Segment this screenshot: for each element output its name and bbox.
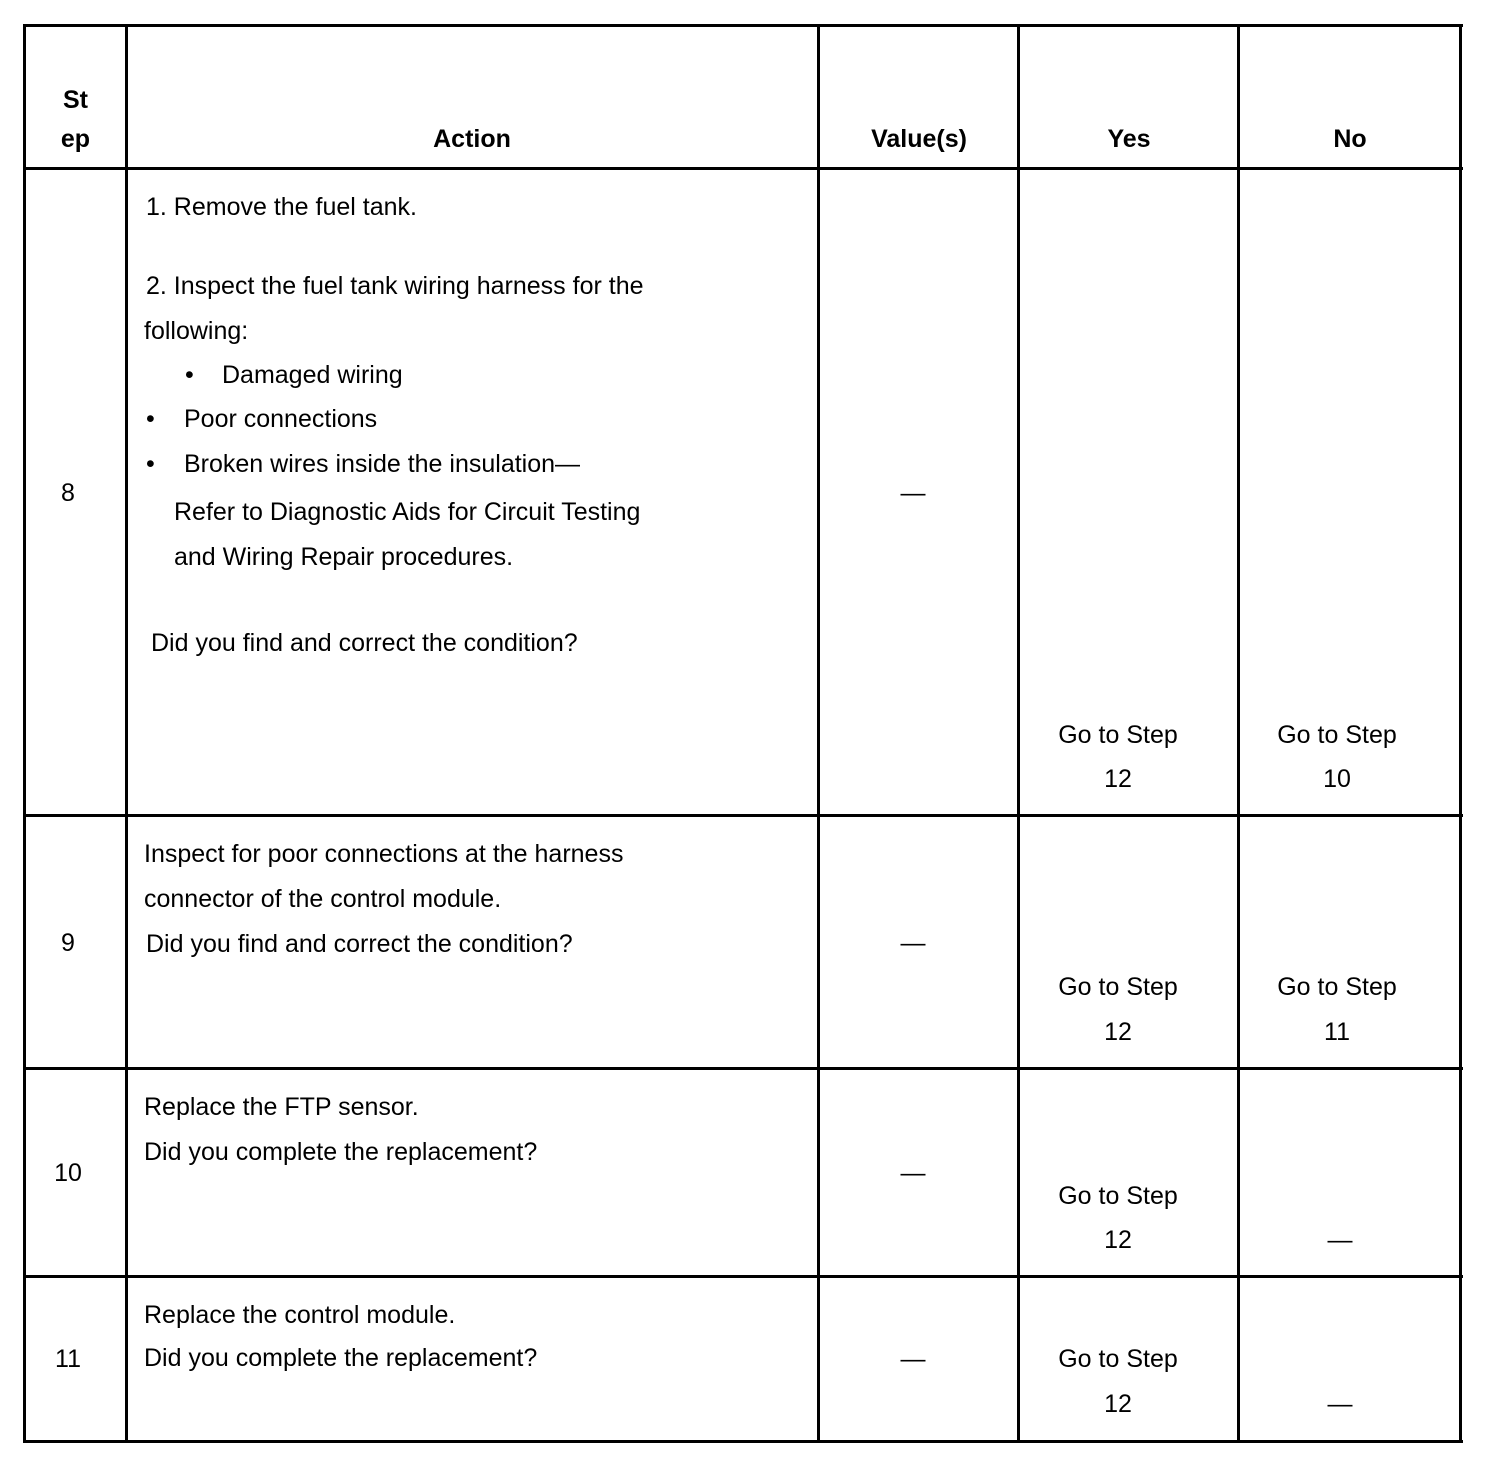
value-cell: —	[900, 479, 926, 507]
yes-goto-step: 12	[1104, 1390, 1132, 1418]
no-cell: —	[1327, 1226, 1353, 1254]
action-question: Did you complete the replacement?	[144, 1138, 538, 1166]
table-border-left	[23, 26, 26, 1443]
no-goto-step: 10	[1323, 765, 1351, 793]
bullet-icon: •	[146, 405, 155, 433]
reference-note-cont: and Wiring Repair procedures.	[174, 543, 514, 571]
column-divider	[125, 26, 128, 1443]
action-question: Did you find and correct the condition?	[151, 629, 578, 657]
yes-goto-step: 12	[1104, 1226, 1132, 1254]
step-number: 8	[61, 479, 75, 507]
value-cell: —	[900, 929, 926, 957]
no-goto: Go to Step	[1277, 973, 1397, 1001]
no-goto: Go to Step	[1277, 721, 1397, 749]
bullet-icon: •	[185, 361, 194, 389]
row-divider	[23, 1067, 1463, 1070]
no-cell: —	[1327, 1390, 1353, 1418]
row-divider	[23, 814, 1463, 817]
column-divider	[817, 26, 820, 1443]
header-step-line1: St	[63, 86, 88, 114]
value-cell: —	[900, 1345, 926, 1373]
yes-goto-step: 12	[1104, 1018, 1132, 1046]
value-cell: —	[900, 1159, 926, 1187]
table-border-right	[1459, 26, 1462, 1443]
yes-goto: Go to Step	[1058, 721, 1178, 749]
row-divider	[23, 167, 1463, 170]
bullet-item: Broken wires inside the insulation—	[184, 450, 581, 478]
action-line: Inspect for poor connections at the harness	[144, 840, 624, 868]
action-question: Did you find and correct the condition?	[146, 930, 573, 958]
table-border-top	[23, 24, 1463, 27]
column-divider	[1237, 26, 1240, 1443]
column-divider	[1017, 26, 1020, 1443]
step-number: 11	[55, 1345, 81, 1373]
action-item-2-cont: following:	[144, 317, 249, 345]
action-line: Replace the FTP sensor.	[144, 1093, 419, 1121]
header-no: No	[1333, 125, 1367, 153]
action-item-1: 1. Remove the fuel tank.	[146, 193, 417, 221]
yes-goto: Go to Step	[1058, 1345, 1178, 1373]
yes-goto-step: 12	[1104, 765, 1132, 793]
yes-goto: Go to Step	[1058, 1182, 1178, 1210]
row-divider	[23, 1275, 1463, 1278]
action-question: Did you complete the replacement?	[144, 1344, 538, 1372]
yes-goto: Go to Step	[1058, 973, 1178, 1001]
bullet-icon: •	[146, 450, 155, 478]
action-item-2: 2. Inspect the fuel tank wiring harness for the	[146, 272, 644, 300]
header-values: Value(s)	[871, 125, 967, 153]
action-line: connector of the control module.	[144, 885, 502, 913]
step-number: 10	[54, 1159, 82, 1187]
table-border-bottom	[23, 1440, 1463, 1443]
bullet-item: Poor connections	[184, 405, 378, 433]
no-goto-step: 11	[1324, 1018, 1350, 1046]
header-step-line2: ep	[60, 125, 91, 153]
bullet-item: Damaged wiring	[222, 361, 403, 389]
header-action: Action	[433, 125, 511, 153]
action-line: Replace the control module.	[144, 1301, 456, 1329]
step-number: 9	[61, 929, 75, 957]
reference-note: Refer to Diagnostic Aids for Circuit Testing	[174, 498, 641, 526]
header-yes: Yes	[1107, 125, 1151, 153]
